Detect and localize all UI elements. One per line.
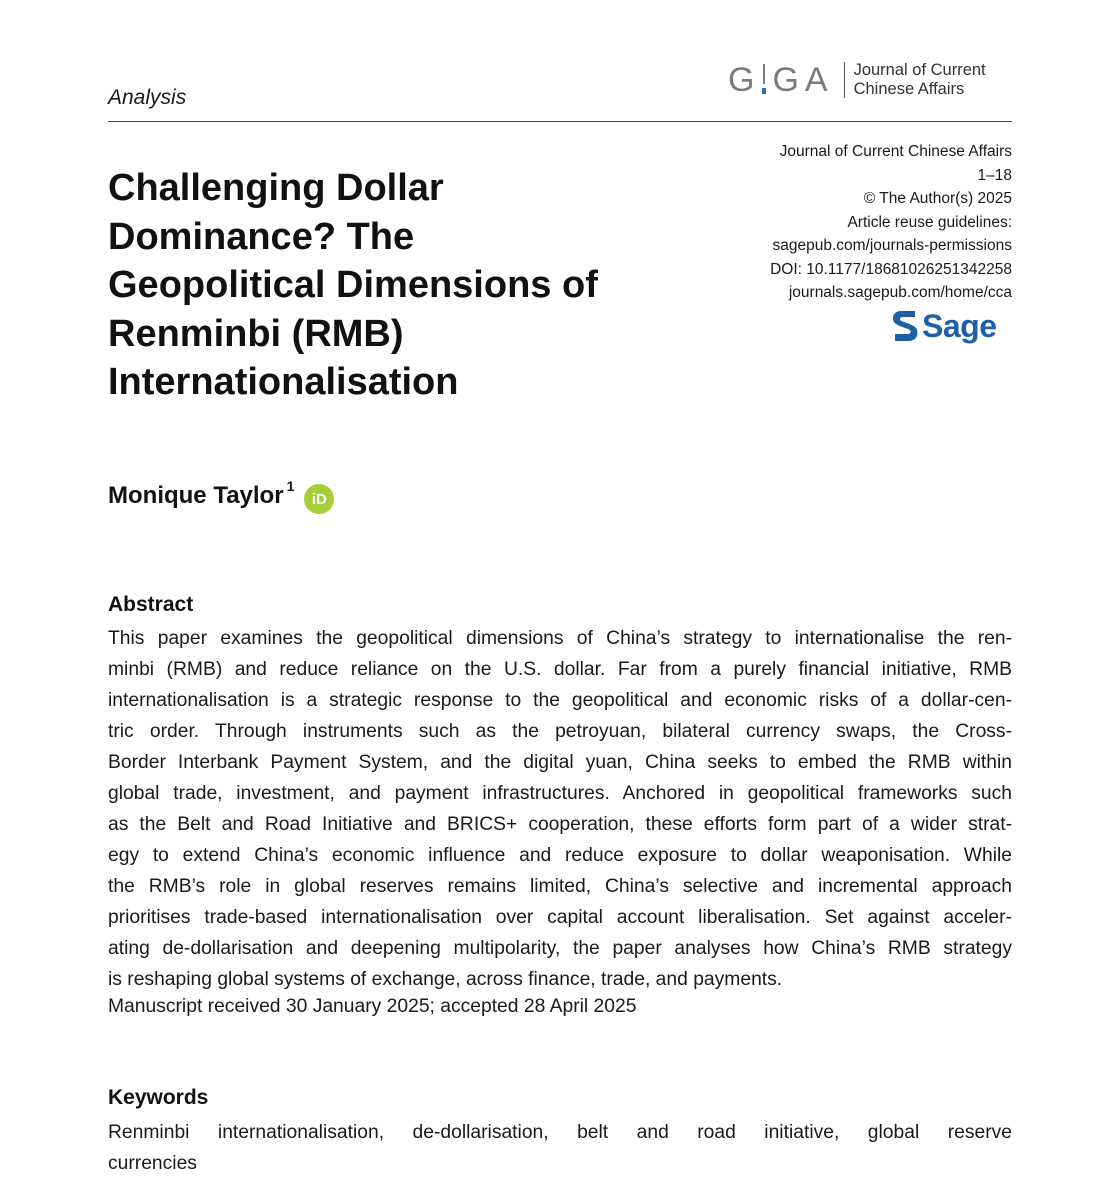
keywords-text: [108, 1117, 1012, 1179]
abstract-line: prioritises trade-based internationalisation over capital account liberalisation. Set against acceler-: [108, 907, 1012, 928]
title-line: Renminbi (RMB): [108, 312, 404, 355]
logo-journal-line-2: Chinese Affairs: [853, 80, 965, 98]
meta-copyright: © The Author(s) 2025: [863, 190, 1012, 207]
giga-letters-ga: GA: [772, 61, 834, 99]
abstract-line: minbi (RMB) and reduce reliance on the U.S. dollar. Far from a purely financial initiative, RMB: [108, 659, 1012, 680]
abstract-heading: Abstract: [108, 593, 194, 616]
abstract-line: ating de-dollarisation and deepening multipolarity, the paper analyses how China’s RMB strategy: [108, 938, 1012, 959]
manuscript-dates: Manuscript received 30 January 2025; accepted 28 April 2025: [108, 996, 637, 1017]
abstract-line: the RMB’s role in global reserves remains limited, China’s selective and incremental approach: [108, 876, 1012, 897]
giga-i-mark-icon: [760, 64, 768, 94]
sage-s-icon: [892, 309, 918, 343]
sage-wordmark: Sage: [922, 308, 997, 344]
keywords-line: Renminbi internationalisation, de-dollarisation, belt and road initiative, global reserve: [108, 1122, 1012, 1143]
title-line: Geopolitical Dimensions of: [108, 264, 598, 306]
abstract-text: [108, 623, 1012, 995]
giga-wordmark: [728, 63, 834, 97]
abstract-line: as the Belt and Road Initiative and BRICS+ cooperation, these efforts form part of a wider strat-: [108, 814, 1012, 835]
abstract-line: internationalisation is a strategic response to the geopolitical and economic risks of a dollar-cen-: [108, 690, 1012, 711]
keywords-heading: Keywords: [108, 1086, 209, 1109]
article-metadata: [770, 140, 1012, 305]
giga-letter-g: G: [728, 61, 761, 99]
abstract-line: This paper examines the geopolitical dimensions of China’s strategy to internationalise the ren-: [108, 628, 1012, 649]
header-rule: [108, 121, 1012, 122]
orcid-icon[interactable]: iD: [304, 484, 334, 514]
abstract-line: Border Interbank Payment System, and the digital yuan, China seeks to embed the RMB within: [108, 752, 1012, 773]
section-label: Analysis: [108, 86, 187, 109]
giga-journal-logo: [728, 60, 986, 100]
abstract-line: tric order. Through instruments such as the petroyuan, bilateral currency swaps, the Cross-: [108, 721, 1012, 742]
meta-journal: Journal of Current Chinese Affairs: [779, 143, 1012, 160]
meta-pages: 1–18: [977, 166, 1012, 184]
meta-permissions-link[interactable]: sagepub.com/journals-permissions: [772, 237, 1012, 254]
meta-journal-home-link[interactable]: journals.sagepub.com/home/cca: [788, 284, 1012, 301]
abstract-line: is reshaping global systems of exchange, across finance, trade, and payments.: [108, 969, 783, 990]
keywords-line: currencies: [108, 1153, 197, 1174]
logo-journal-name: [854, 61, 986, 99]
author-line: [108, 478, 334, 514]
title-line: Dominance? The: [108, 215, 415, 258]
meta-reuse-label: Article reuse guidelines:: [847, 213, 1012, 231]
author-name[interactable]: Monique Taylor: [108, 482, 284, 509]
logo-journal-line-1: Journal of Current: [853, 61, 986, 79]
meta-doi[interactable]: DOI: 10.1177/18681026251342258: [770, 260, 1012, 278]
article-title: [108, 164, 718, 407]
abstract-line: egy to extend China’s economic influence and reduce exposure to dollar weaponisation. While: [108, 845, 1012, 866]
logo-divider: [844, 62, 845, 98]
title-line: Internationalisation: [108, 361, 459, 403]
title-line: Challenging Dollar: [108, 167, 444, 209]
affiliation-mark[interactable]: 1: [286, 478, 295, 494]
abstract-line: global trade, investment, and payment infrastructures. Anchored in geopolitical frameworks such: [108, 783, 1012, 804]
sage-logo: [892, 306, 996, 346]
